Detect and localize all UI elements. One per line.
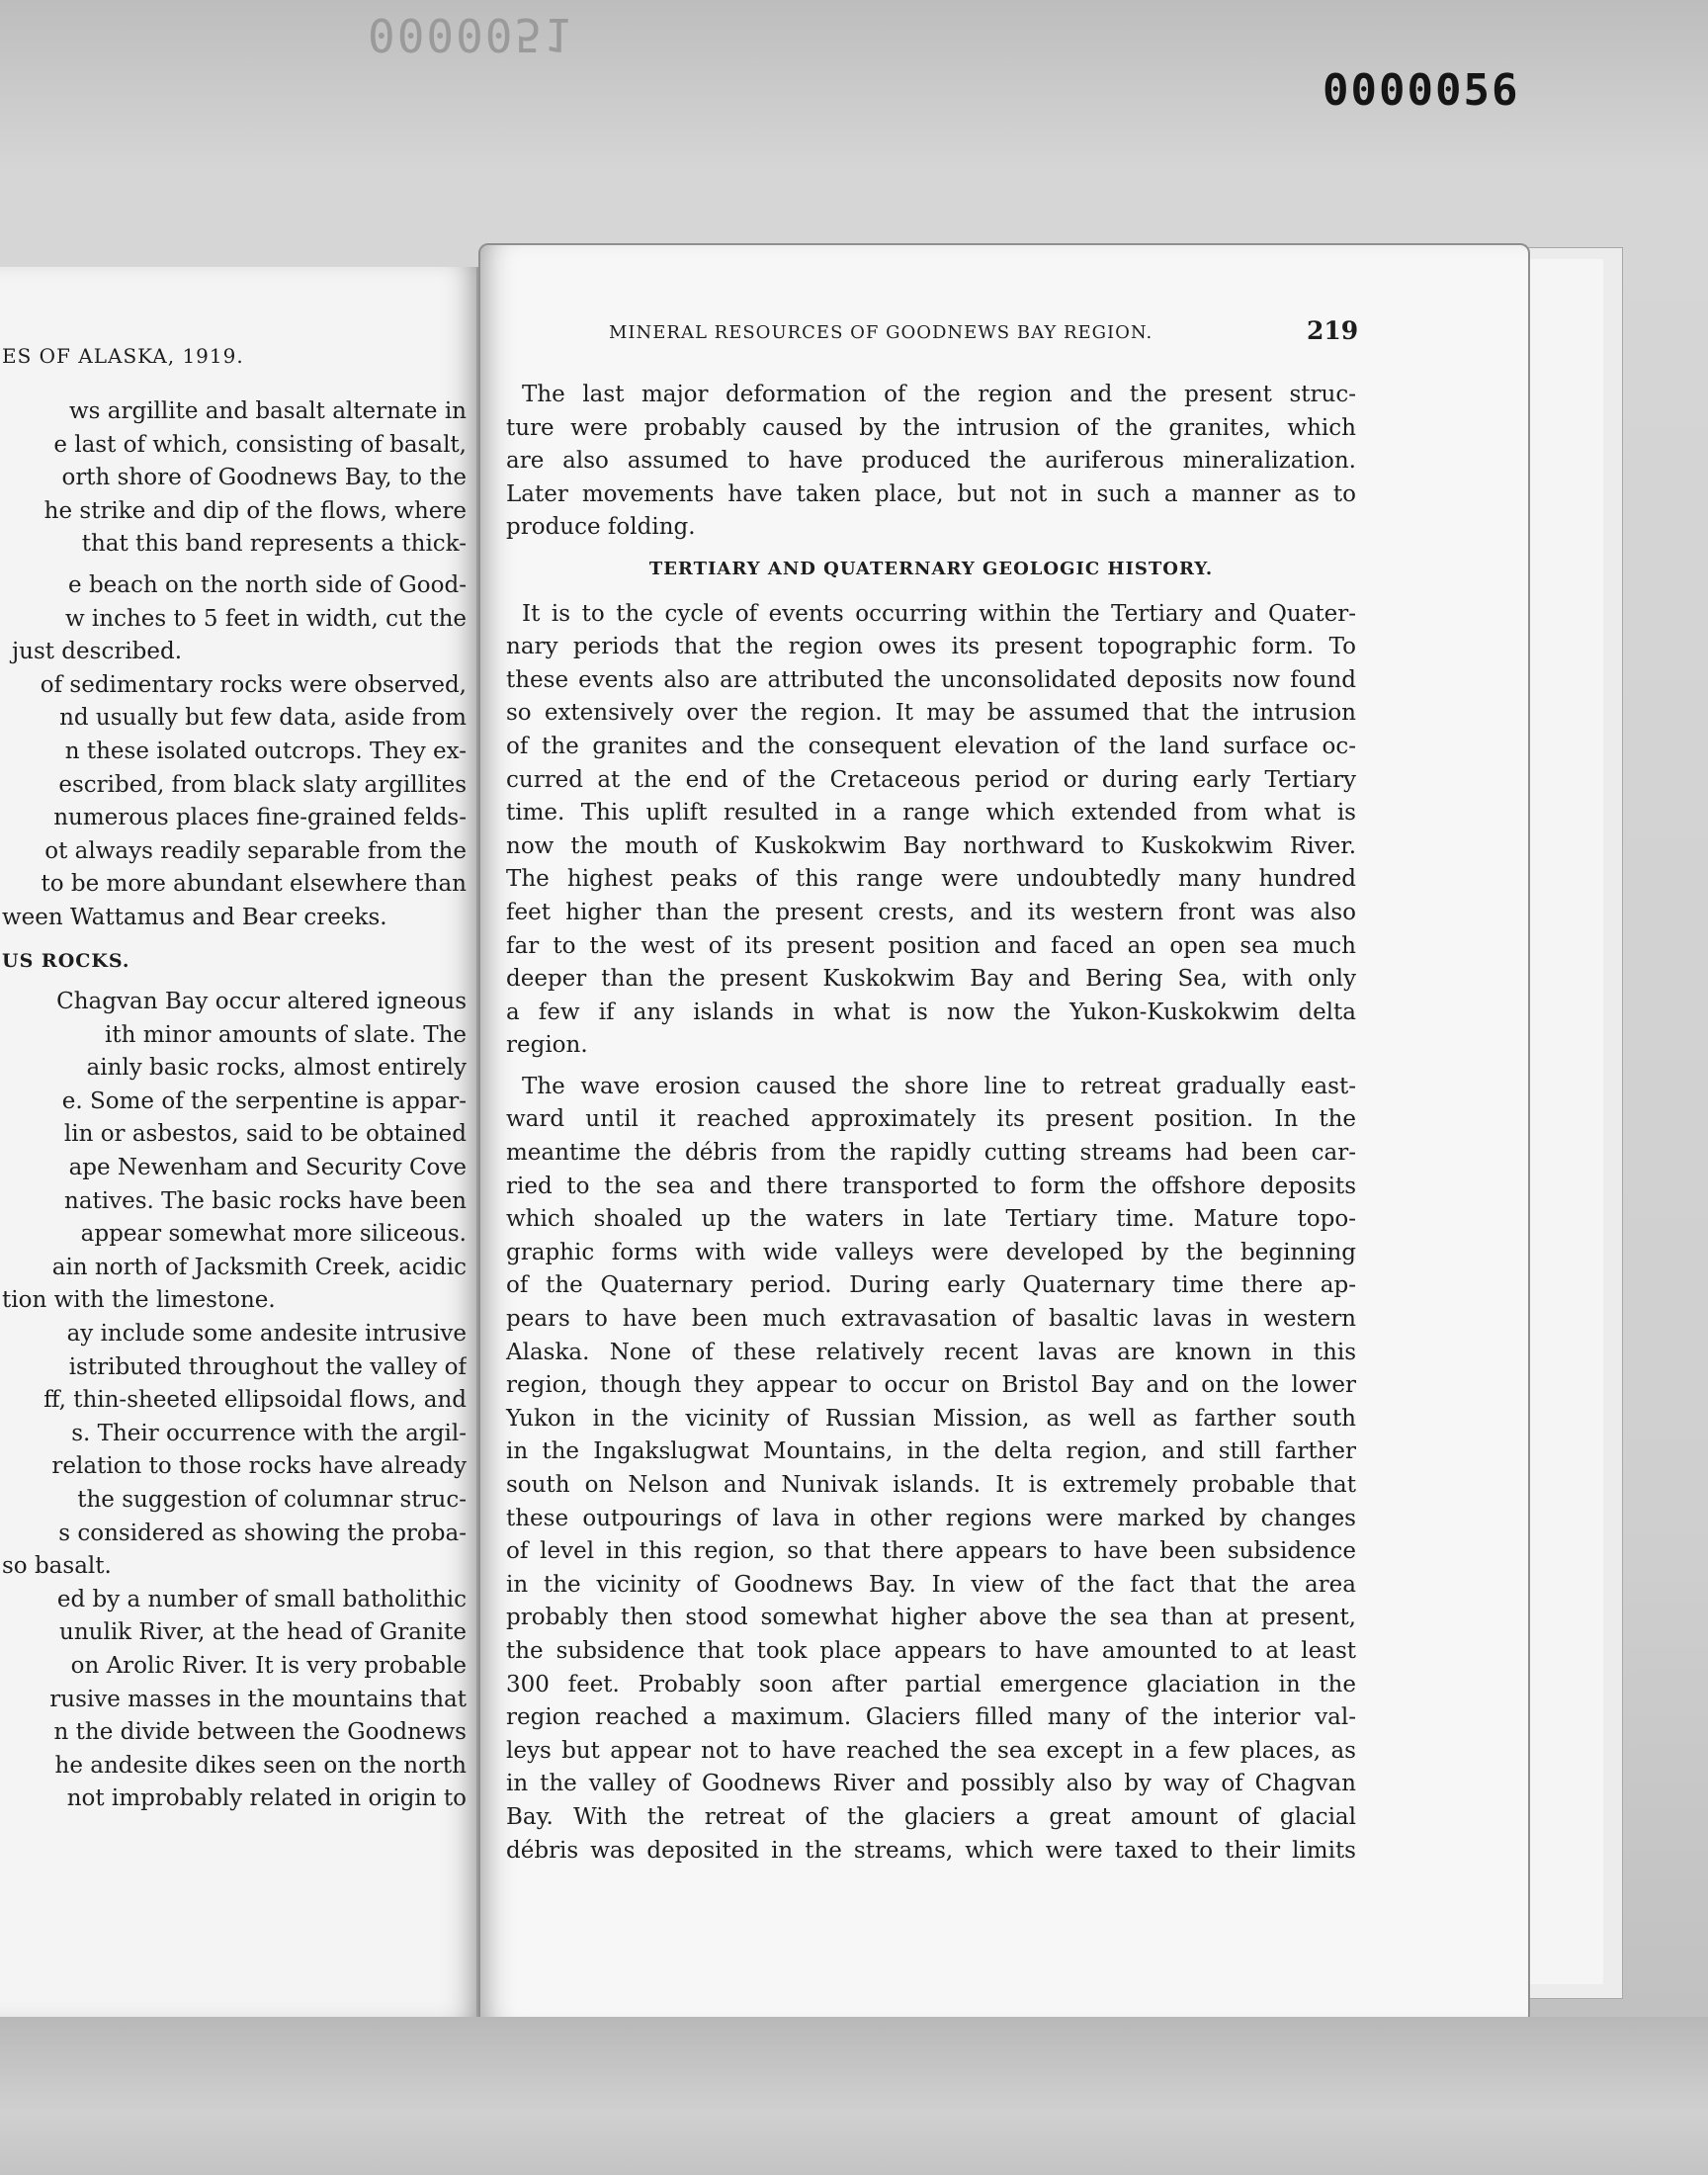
left-line: ed by a number of small batholithic: [56, 1586, 467, 1612]
paragraph-gap: [506, 1063, 1356, 1071]
text-line: region reached a maximum. Glaciers filled many of the interior val-: [506, 1704, 1356, 1731]
serial-number: 0000056: [1323, 65, 1520, 116]
text-line: which shoaled up the waters in late Tertiary time. Mature topo-: [506, 1206, 1356, 1233]
text-line: curred at the end of the Cretaceous period or during early Tertiary: [506, 766, 1356, 793]
text-line: It is to the cycle of events occurring within the Tertiary and Quater-: [522, 600, 1356, 627]
text-line: produce folding.: [506, 514, 696, 541]
page-number: 219: [1307, 316, 1359, 345]
text-line: 300 feet. Probably soon after partial emergence glaciation in the: [506, 1671, 1356, 1697]
text-line: a few if any islands in what is now the Yukon-Kuskokwim delta: [506, 999, 1356, 1025]
left-line: lin or asbestos, said to be obtained: [63, 1121, 467, 1148]
text-line: now the mouth of Kuskokwim Bay northward to Kuskokwim River.: [506, 832, 1356, 859]
left-line: Chagvan Bay occur altered igneous: [56, 989, 467, 1015]
text-line: in the vicinity of Goodnews Bay. In view of the fact that the area: [506, 1571, 1356, 1598]
scan-bottom-margin: [0, 2017, 1708, 2175]
text-line: The highest peaks of this range were undoubtedly many hundred: [506, 866, 1356, 893]
text-line: débris was deposited in the streams, which were taxed to their limits: [506, 1837, 1356, 1864]
left-page: [0, 267, 478, 2017]
right-page: [478, 243, 1530, 2025]
left-line: so basalt.: [2, 1553, 112, 1580]
left-line: natives. The basic rocks have been: [64, 1187, 467, 1214]
left-line: e beach on the north side of Good-: [68, 571, 467, 598]
running-head: MINERAL RESOURCES OF GOODNEWS BAY REGION.: [609, 322, 1153, 343]
text-line: ward until it reached approximately its present position. In the: [506, 1106, 1356, 1133]
text-line: leys but appear not to have reached the sea except in a few places, as: [506, 1737, 1356, 1764]
text-line: of level in this region, so that there appears to have been subsidence: [506, 1538, 1356, 1565]
left-line: ween Wattamus and Bear creeks.: [2, 904, 387, 930]
left-running-head: ES OF ALASKA, 1919.: [2, 344, 244, 368]
text-line: of the granites and the consequent elevation of the land surface oc-: [506, 733, 1356, 759]
left-line: n these isolated outcrops. They ex-: [64, 738, 467, 764]
mirrored-serial-number: 0000051: [368, 8, 573, 61]
left-line: appear somewhat more siliceous.: [80, 1221, 467, 1248]
left-line: ot always readily separable from the: [44, 837, 467, 864]
text-line: graphic forms with wide valleys were developed by the beginning: [506, 1239, 1356, 1265]
left-line: he strike and dip of the flows, where: [43, 497, 467, 524]
text-line: The last major deformation of the region and the present struc-: [522, 382, 1356, 407]
left-line: to be more abundant elsewhere than: [41, 871, 467, 898]
left-line: istributed throughout the valley of: [68, 1353, 467, 1380]
left-line: of sedimentary rocks were observed,: [40, 671, 467, 698]
left-line: he andesite dikes seen on the north: [54, 1752, 467, 1779]
text-line: in the valley of Goodnews River and possibly also by way of Chagvan: [506, 1771, 1356, 1797]
text-line: are also assumed to have produced the auriferous mineralization.: [506, 448, 1356, 475]
left-line: e. Some of the serpentine is appar-: [61, 1088, 467, 1114]
left-line: ain north of Jacksmith Creek, acidic: [51, 1254, 467, 1280]
left-line: s considered as showing the proba-: [58, 1520, 467, 1546]
left-line: on Arolic River. It is very probable: [70, 1652, 467, 1679]
left-line: ape Newenham and Security Cove: [68, 1155, 467, 1181]
left-line: ainly basic rocks, almost entirely: [86, 1055, 467, 1082]
text-line: feet higher than the present crests, and its western front was also: [506, 899, 1356, 925]
left-line: n the divide between the Goodnews: [53, 1719, 467, 1746]
text-line: meantime the débris from the rapidly cutting streams had been car-: [506, 1140, 1356, 1167]
left-line: w inches to 5 feet in width, cut the: [64, 605, 467, 632]
text-line: probably then stood somewhat higher above the sea than at present,: [506, 1605, 1356, 1631]
left-line: escribed, from black slaty argillites: [58, 771, 467, 798]
text-line: Later movements have taken place, but not in such a manner as to: [506, 480, 1356, 507]
left-line: s. Their occurrence with the argil-: [71, 1420, 467, 1446]
left-line: ff, thin-sheeted ellipsoidal flows, and: [43, 1387, 467, 1414]
text-line: The wave erosion caused the shore line to retreat gradually east-: [522, 1073, 1356, 1099]
text-line: so extensively over the region. It may be assumed that the intrusion: [506, 700, 1356, 727]
left-line: ay include some andesite intrusive: [66, 1321, 467, 1348]
left-line: e last of which, consisting of basalt,: [53, 431, 467, 458]
left-line: relation to those rocks have already: [51, 1453, 467, 1480]
left-page-text: [2, 395, 467, 1816]
text-line: far to the west of its present position and faced an open sea much: [506, 932, 1356, 959]
left-line: not improbably related in origin to: [66, 1785, 467, 1812]
text-line: ture were probably caused by the intrusion of the granites, which: [506, 414, 1356, 441]
paragraph-gap: [2, 562, 467, 569]
text-line: pears to have been much extravasation of basaltic lavas in western: [506, 1306, 1356, 1333]
left-line: ith minor amounts of slate. The: [105, 1021, 467, 1048]
left-line: that this band represents a thick-: [81, 531, 467, 558]
text-line: region.: [506, 1032, 588, 1059]
text-line: Yukon in the vicinity of Russian Mission, as well as farther south: [506, 1405, 1356, 1432]
left-line: rusive masses in the mountains that: [49, 1686, 467, 1712]
text-line: these outpourings of lava in other regions were marked by changes: [506, 1505, 1356, 1531]
left-line: ws argillite and basalt alternate in: [68, 398, 467, 424]
left-line: unulik River, at the head of Granite: [59, 1619, 467, 1646]
text-line: deeper than the present Kuskokwim Bay and Bering Sea, with only: [506, 966, 1356, 993]
left-line: orth shore of Goodnews Bay, to the: [61, 465, 467, 491]
text-line: region, though they appear to occur on Bristol Bay and on the lower: [506, 1372, 1356, 1399]
text-line: Alaska. None of these relatively recent lavas are known in this: [506, 1339, 1356, 1365]
text-line: south on Nelson and Nunivak islands. It is extremely probable that: [506, 1472, 1356, 1498]
text-line: Bay. With the retreat of the glaciers a great amount of glacial: [506, 1803, 1356, 1830]
left-line: tion with the limestone.: [2, 1287, 276, 1314]
text-line: of the Quaternary period. During early Quaternary time there ap-: [506, 1272, 1356, 1299]
text-line: the subsidence that took place appears to have amounted to at least: [506, 1637, 1356, 1664]
left-line: just described.: [12, 639, 183, 665]
section-heading: TERTIARY AND QUATERNARY GEOLOGIC HISTORY.: [648, 558, 1214, 579]
text-line: in the Ingakslugwat Mountains, in the delta region, and still farther: [506, 1438, 1356, 1465]
text-line: time. This uplift resulted in a range which extended from what is: [506, 800, 1356, 826]
text-line: nary periods that the region owes its present topographic form. To: [506, 634, 1356, 660]
left-line: numerous places fine-grained felds-: [53, 805, 467, 831]
text-line: ried to the sea and there transported to form the offshore deposits: [506, 1173, 1356, 1199]
page-body: [506, 379, 1356, 1868]
left-subheading: US ROCKS.: [2, 949, 130, 972]
left-line: the suggestion of columnar struc-: [77, 1487, 467, 1513]
text-line: these events also are attributed the unconsolidated deposits now found: [506, 666, 1356, 693]
left-line: nd usually but few data, aside from: [59, 705, 467, 732]
